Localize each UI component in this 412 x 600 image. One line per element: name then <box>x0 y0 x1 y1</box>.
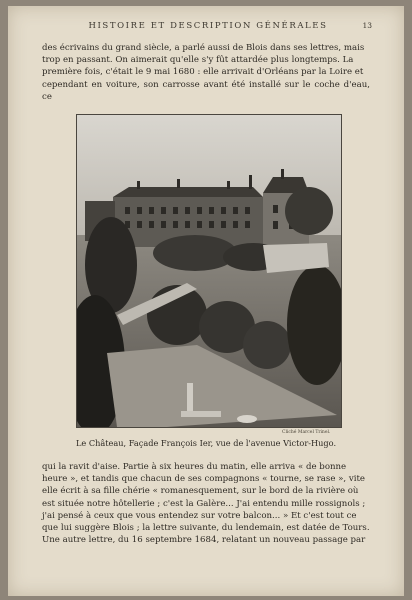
photo-credit: Cliché Marcel Trinel. <box>282 430 331 435</box>
text-line: que lui suggère Blois ; la lettre suivante, du lendemain, est datée de Tours. <box>42 523 370 534</box>
running-title: HISTOIRE ET DESCRIPTION GÉNÉRALES <box>88 21 328 31</box>
text-line: trop en passant. On aimerait qu'elle s'y fût attardée plus longtemps. La <box>42 55 354 66</box>
text-line: des écrivains du grand siècle, a parlé aussi de Blois dans ses lettres, mais <box>42 43 365 53</box>
page-number: 13 <box>362 21 372 30</box>
text-line: est située notre hôtellerie ; c'est la Galère... J'ai entendu mille rossignols ; <box>42 498 366 509</box>
photo-illustration <box>77 115 341 427</box>
text-line: qui la ravit d'aise. Partie à six heures du matin, elle arriva « de bonne <box>42 462 347 472</box>
text-line: j'ai pensé à ceux que vous entendez sur votre balcon... » Et c'est tout ce <box>42 510 357 521</box>
text-line: heure », et tandis que chacun de ses compagnons « tourne, se rase », vite <box>42 474 366 485</box>
body-text-top <box>42 42 370 103</box>
text-line: Une autre lettre, du 16 septembre 1684, relatant un nouveau passage par <box>42 535 366 546</box>
figure-caption: Le Château, Façade François Ier, vue de l'avenue Victor-Hugo. <box>75 438 337 448</box>
text-line: elle écrit à sa fille chérie « romanesquement, sur le bord de la rivière où <box>42 486 359 497</box>
text-line: cependant en voiture, son carrosse avant été installé sur le coche d'eau, ce <box>42 79 370 102</box>
text-line: première fois, c'était le 9 mai 1680 : elle arrivait d'Orléans par la Loire et <box>42 67 364 78</box>
chateau-photograph <box>76 114 342 428</box>
book-page <box>8 6 404 596</box>
body-text-bottom <box>42 461 370 546</box>
